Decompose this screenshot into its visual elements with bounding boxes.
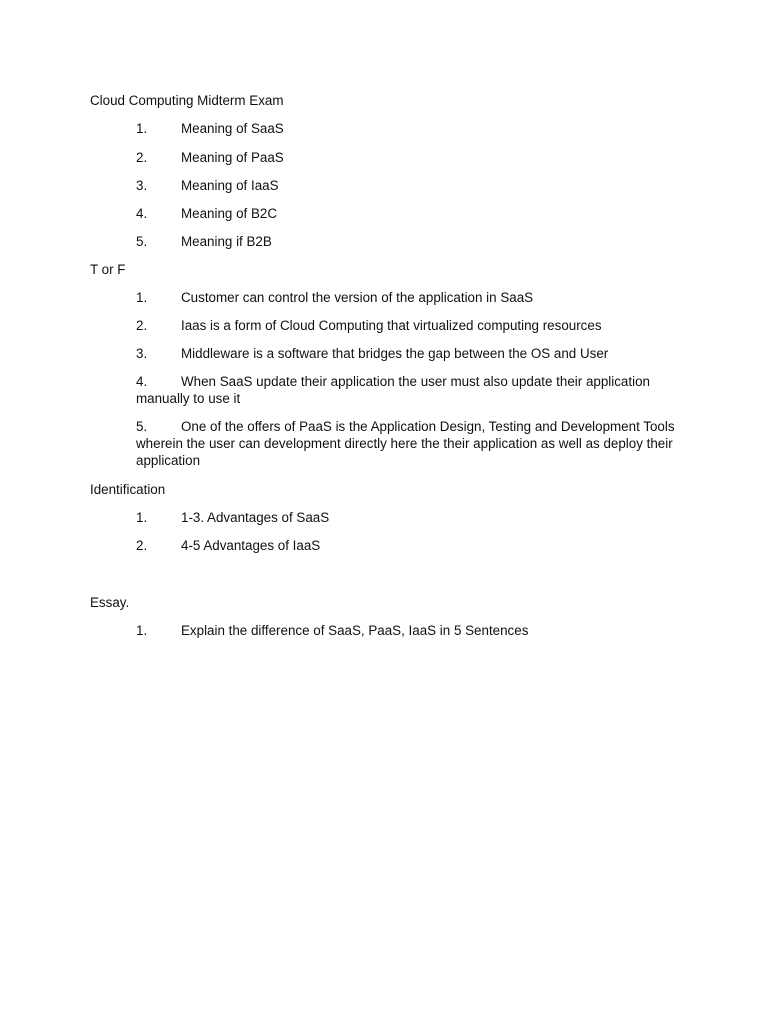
item-text: When SaaS update their application the user must also update their application manually to use it (136, 374, 650, 406)
item-text: Meaning of PaaS (181, 150, 284, 165)
item-number: 1. (136, 623, 148, 638)
item-text: One of the offers of PaaS is the Application Design, Testing and Development Tools wherein the user can development directly here the their application as well as deploy their application (136, 419, 675, 468)
item-number: 3. (136, 178, 148, 193)
list-item (136, 418, 676, 469)
item-text: Meaning of IaaS (181, 178, 279, 193)
item-number: 2. (136, 538, 148, 553)
identification-heading: Identification (90, 482, 166, 497)
list-item (136, 373, 676, 407)
exam-title: Cloud Computing Midterm Exam (90, 93, 284, 108)
item-number: 1. (136, 121, 148, 136)
item-text: 4-5 Advantages of IaaS (181, 538, 321, 553)
item-number: 3. (136, 346, 148, 361)
item-text: Customer can control the version of the application in SaaS (181, 290, 534, 305)
item-number: 1. (136, 290, 148, 305)
item-number: 1. (136, 510, 148, 525)
item-text: Explain the difference of SaaS, PaaS, IaaS in 5 Sentences (181, 623, 529, 638)
item-number: 5. (136, 419, 148, 434)
tof-heading: T or F (90, 262, 126, 277)
item-text: Meaning of SaaS (181, 121, 284, 136)
item-number: 4. (136, 206, 148, 221)
item-text: 1-3. Advantages of SaaS (181, 510, 330, 525)
item-number: 5. (136, 234, 148, 249)
essay-heading: Essay. (90, 595, 130, 610)
item-text: Middleware is a software that bridges the gap between the OS and User (181, 346, 609, 361)
item-text: Meaning of B2C (181, 206, 278, 221)
item-text: Iaas is a form of Cloud Computing that virtualized computing resources (181, 318, 602, 333)
item-text: Meaning if B2B (181, 234, 272, 249)
item-number: 2. (136, 318, 148, 333)
item-number: 2. (136, 150, 148, 165)
item-number: 4. (136, 374, 148, 389)
